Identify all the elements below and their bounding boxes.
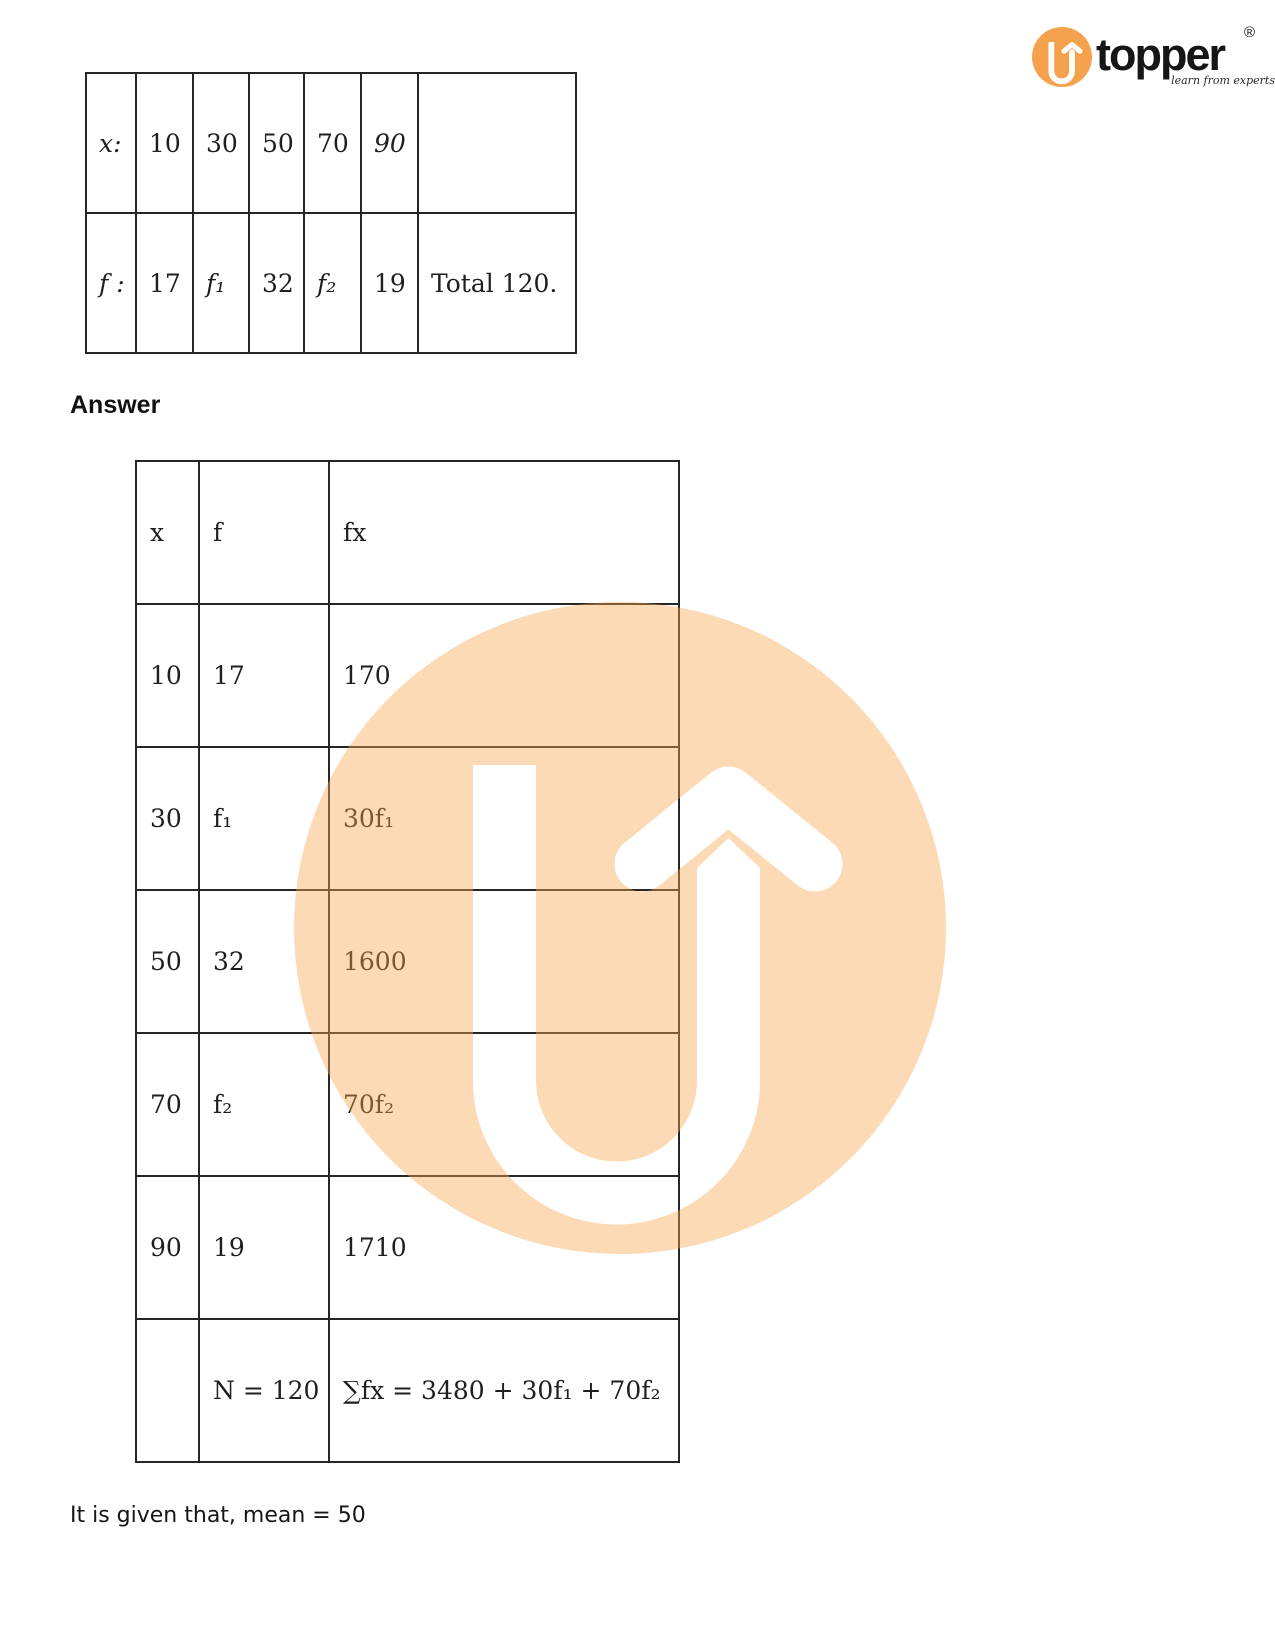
table-cell: 30f₁ bbox=[329, 747, 679, 890]
table-row bbox=[136, 604, 679, 747]
u-arrow-icon bbox=[1032, 27, 1092, 87]
table-cell: 50 bbox=[249, 73, 304, 213]
table-cell: 17 bbox=[136, 213, 193, 353]
table-cell: 70 bbox=[136, 1033, 199, 1176]
registered-mark: ® bbox=[1244, 24, 1256, 41]
table-cell: x: bbox=[86, 73, 136, 213]
answer-heading: Answer bbox=[70, 391, 161, 419]
table-header-cell: x bbox=[136, 461, 199, 604]
table-cell: 30 bbox=[136, 747, 199, 890]
table-cell: ∑fx = 3480 + 30f₁ + 70f₂ bbox=[329, 1319, 679, 1462]
table-cell: 30 bbox=[193, 73, 249, 213]
table-cell: f₂ bbox=[304, 213, 361, 353]
brand-name: topper bbox=[1096, 29, 1224, 80]
table-header-cell: fx bbox=[329, 461, 679, 604]
table-cell: f₂ bbox=[199, 1033, 329, 1176]
table-cell: Total 120. bbox=[418, 213, 576, 353]
table-cell: f₁ bbox=[193, 213, 249, 353]
table-cell: 32 bbox=[199, 890, 329, 1033]
table-cell: f : bbox=[86, 213, 136, 353]
brand-logo bbox=[1030, 22, 1275, 94]
footer-note: It is given that, mean = 50 bbox=[70, 1503, 366, 1528]
table-cell: 170 bbox=[329, 604, 679, 747]
table-cell: 1600 bbox=[329, 890, 679, 1033]
table-cell bbox=[136, 1319, 199, 1462]
brand-tagline: learn from experts bbox=[1171, 74, 1275, 87]
table-row bbox=[136, 890, 679, 1033]
table-row bbox=[136, 747, 679, 890]
table-cell: 70 bbox=[304, 73, 361, 213]
table-cell: 19 bbox=[199, 1176, 329, 1319]
table-cell: 70f₂ bbox=[329, 1033, 679, 1176]
table-row bbox=[136, 1176, 679, 1319]
answer-table-header-row bbox=[136, 461, 679, 604]
answer-table-total-row bbox=[136, 1319, 679, 1462]
answer-table bbox=[135, 460, 680, 1463]
table-cell: 90 bbox=[136, 1176, 199, 1319]
table-cell: 50 bbox=[136, 890, 199, 1033]
table-cell: 1710 bbox=[329, 1176, 679, 1319]
table-cell bbox=[418, 73, 576, 213]
table-cell: f₁ bbox=[199, 747, 329, 890]
table-row bbox=[136, 1033, 679, 1176]
table-cell: 10 bbox=[136, 604, 199, 747]
table-cell: 90 bbox=[361, 73, 418, 213]
question-table bbox=[85, 72, 577, 354]
question-table-row-x bbox=[86, 73, 576, 213]
table-cell: N = 120 bbox=[199, 1319, 329, 1462]
table-header-cell: f bbox=[199, 461, 329, 604]
table-cell: 17 bbox=[199, 604, 329, 747]
table-cell: 32 bbox=[249, 213, 304, 353]
table-cell: 19 bbox=[361, 213, 418, 353]
question-table-row-f bbox=[86, 213, 576, 353]
table-cell: 10 bbox=[136, 73, 193, 213]
